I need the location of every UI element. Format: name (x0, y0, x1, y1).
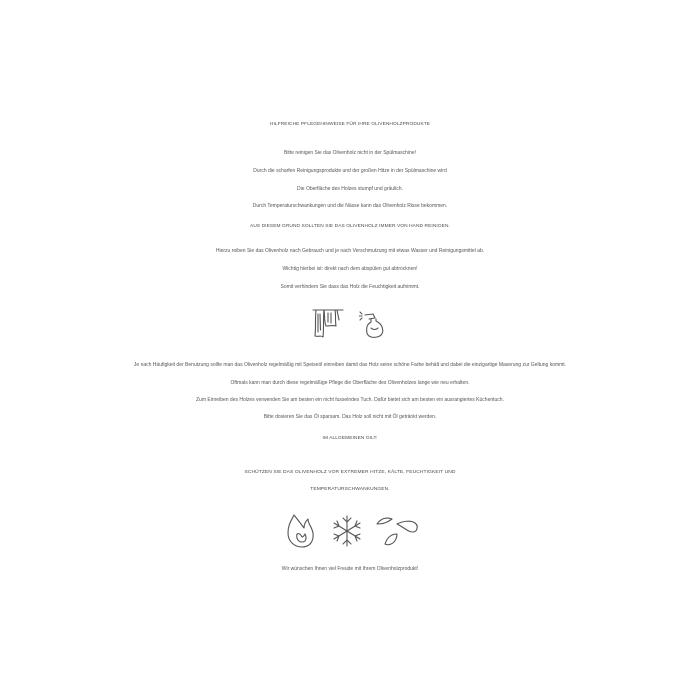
snowflake-icon (331, 514, 363, 548)
intro-line-2: Durch die scharfen Reinigungsprodukte und der großen Hitze in der Spülmaschine wird (253, 168, 447, 174)
oil-line-1: Je nach Häufigkeit der Benutzung sollte man das Olivenholz regelmäßig mit Speiseöl einreiben damit das Holz seine schöne Farbe behält und dabei die einzigartige Maserung zur Geltung kommt. (133, 362, 567, 368)
water-drops-icon (375, 514, 421, 548)
flame-icon (286, 513, 316, 549)
closing-line: Wir wünschen Ihnen viel Freude mit Ihrem Olivenholzprodukt! (281, 566, 419, 572)
protect-heading-line-1: SCHÜTZEN SIE DAS OLIVENHOLZ VOR EXTREMER HITZE, KÄLTE, FEUCHTIGKEIT UND (244, 470, 456, 475)
spray-bottle-icon (359, 309, 389, 341)
protect-heading-line-2: TEMPERATURSCHWANKUNGEN. (310, 487, 390, 492)
page-title: HILFREICHE PFLEGEHINWEISE FÜR IHRE OLIVENHOLZPRODUKTE (269, 122, 431, 127)
intro-line-3: Die Oberfläche des Holzes stumpf und gräulich. (297, 186, 403, 192)
hand-wash-heading: AUS DIESEM GRUND SOLLTEN SIE DAS OLIVENHOLZ IMMER VON HAND REINIGEN. (250, 224, 450, 229)
intro-line-1: Bitte reinigen Sie das Olivenholz nicht in der Spülmaschine! (283, 150, 417, 156)
hand-line-3: Somit verhindern Sie dass das Holz die Feuchtigkeit aufnimmt. (280, 284, 420, 290)
towel-icon (311, 306, 345, 342)
intro-line-4: Durch Temperaturschwankungen und die Nässe kann das Olivenholz Risse bekommen. (252, 203, 448, 209)
hand-line-1: Hierzu reiben Sie das Olivenholz nach Gebrauch und je nach Verschmutzung mit etwas Wasser und Reinigungsmittel ab. (215, 248, 485, 254)
oil-line-2: Oftmals kann man durch diese regelmäßige Pflege die Oberfläche des Olivenholzes lange wie neu erhalten. (230, 380, 470, 386)
general-heading: IM ALLGEMEINEN GILT: (322, 436, 378, 441)
hand-line-2: Wichtig hierbei ist: direkt nach dem abspülen gut abtrocknen! (282, 266, 418, 272)
oil-line-3: Zum Einreiben des Holzes verwenden Sie am besten ein nicht fusselndes Tuch. Dafür bietet sich am besten ein ausrangiertes Küchentuch. (196, 397, 504, 403)
oil-line-4: Bitte dosieren Sie das Öl sparsam. Das Holz soll nicht mit Öl getränkt werden. (263, 414, 437, 420)
